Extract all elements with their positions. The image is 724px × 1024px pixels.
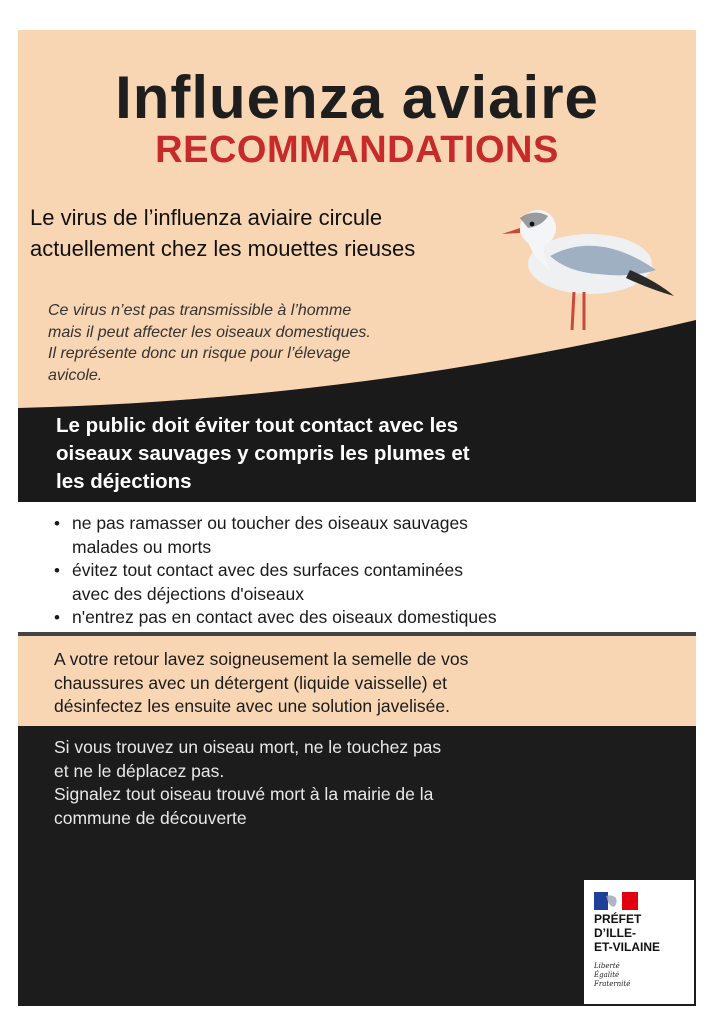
- motto-line: Égalité: [594, 971, 620, 979]
- dead-bird-line: et ne le déplacez pas.: [54, 760, 225, 781]
- list-item-line: ne pas ramasser ou toucher des oiseaux sauvages: [72, 513, 468, 533]
- lead-text: [30, 202, 500, 264]
- lead-line: Le virus de l’influenza aviaire circule: [30, 205, 383, 230]
- return-advice-text: [54, 648, 684, 719]
- prefecture-name: [594, 912, 660, 954]
- prefecture-line: ET-VILAINE: [594, 940, 661, 954]
- list-item: [52, 559, 682, 606]
- advice-line: chaussures avec un détergent (liquide vaisselle) et: [54, 672, 447, 693]
- prefecture-line: PRÉFET: [594, 912, 642, 926]
- dead-bird-line: Signalez tout oiseau trouvé mort à la mairie de la: [54, 784, 434, 804]
- lead-line: actuellement chez les mouettes rieuses: [30, 236, 416, 261]
- warning-line: Le public doit éviter tout contact avec les: [56, 414, 459, 437]
- warning-text: [56, 412, 676, 496]
- bullet-icon: •: [54, 561, 60, 580]
- bullet-icon: •: [54, 608, 60, 627]
- list-item-line: n'entrez pas en contact avec des oiseaux domestiques: [72, 607, 497, 627]
- note-line: Il représente donc un risque pour l’élevage: [48, 345, 351, 362]
- prefecture-logo: [584, 880, 694, 1004]
- note-line: avicole.: [48, 366, 103, 384]
- warning-band: [18, 410, 696, 502]
- dead-bird-line: Si vous trouvez un oiseau mort, ne le touchez pas: [54, 737, 442, 757]
- dead-bird-line: commune de découverte: [54, 807, 247, 828]
- poster: [18, 30, 696, 1006]
- republic-motto: [594, 962, 630, 989]
- marianne-flag-icon: [594, 892, 638, 910]
- page-title: Influenza aviaire: [115, 64, 599, 131]
- advice-line: désinfectez les ensuite avec une solution javelisée.: [54, 696, 450, 716]
- list-item: [52, 606, 682, 630]
- warning-line: les déjections: [56, 470, 192, 493]
- list-item-line: avec des déjections d'oiseaux: [72, 583, 304, 604]
- list-item-line: évitez tout contact avec des surfaces contaminées: [72, 560, 464, 580]
- page-subtitle: RECOMMANDATIONS: [155, 129, 559, 171]
- info-note: [48, 300, 498, 386]
- recommendations-section: [18, 502, 696, 632]
- motto-line: Fraternité: [594, 980, 631, 988]
- return-advice-band: [18, 636, 696, 726]
- recommendation-list: [52, 512, 682, 630]
- warning-line: oiseaux sauvages y compris les plumes et: [56, 442, 470, 465]
- note-line: Ce virus n’est pas transmissible à l’homme: [48, 302, 352, 319]
- motto-line: Liberté: [594, 962, 620, 970]
- list-item-line: malades ou morts: [72, 536, 212, 557]
- note-line: mais il peut affecter les oiseaux domestiques.: [48, 323, 371, 341]
- bullet-icon: •: [54, 514, 60, 533]
- prefecture-line: D’ILLE-: [594, 926, 636, 940]
- dead-bird-text: [54, 736, 674, 830]
- advice-line: A votre retour lavez soigneusement la semelle de vos: [54, 649, 469, 669]
- list-item: [52, 512, 682, 559]
